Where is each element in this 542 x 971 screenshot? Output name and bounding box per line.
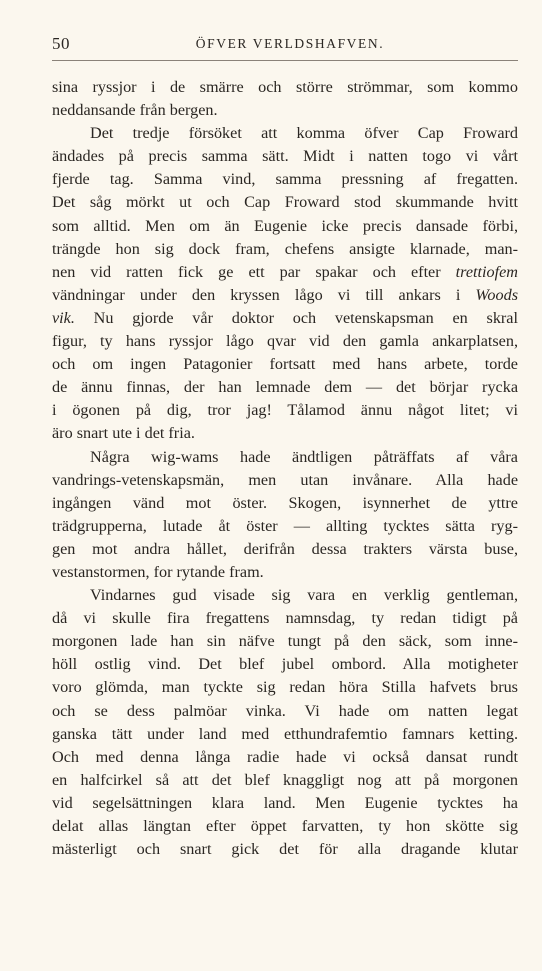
text-line-content: morgonen lade han sin näfve tungt på den säck, som inne-: [52, 632, 518, 651]
text-line-content: gen mot andra hållet, derifrån dessa trakters värsta buse,: [52, 539, 518, 558]
text-line: [52, 238, 518, 261]
text-line: [52, 792, 518, 815]
text-line-content: Vindarnes gud visade sig vara en verklig gentleman,: [90, 586, 518, 605]
text-line: [52, 215, 518, 238]
text-line: [52, 630, 518, 653]
text-line-content: neddansande från bergen.: [52, 101, 218, 120]
text-line-content: höll ostlig vind. Det blef jubel ombord. Alla motigheter: [52, 655, 518, 674]
text-line: [52, 584, 518, 607]
text-line-content: de ännu finnas, der han lemnade dem — det börjar rycka: [52, 378, 518, 397]
text-line-content: då vi skulle fira fregattens namnsdag, ty redan tidigt på: [52, 609, 518, 628]
text-line-content: vändningar under den kryssen lågo vi till ankars i: [52, 285, 476, 304]
text-line-content: och om ingen Patagonier fortsatt med hans arbete, torde: [52, 355, 518, 374]
text-line: [52, 145, 518, 168]
text-line-content: Det tredje försöket att komma öfver Cap Froward: [90, 124, 518, 143]
text-line-content: trädgrupperna, lutade åt öster — allting tycktes sätta ryg-: [52, 516, 518, 535]
text-line-content: fjerde tag. Samma vind, samma pressning af fregatten.: [52, 170, 518, 189]
text-line-content: Det såg mörkt ut och Cap Froward stod skummande hvitt: [52, 193, 518, 212]
text-line: [52, 676, 518, 699]
text-line-content: som alltid. Men om än Eugenie icke precis dansade förbi,: [52, 216, 518, 235]
text-line-content: sina ryssjor i de smärre och större strömmar, som kommo: [52, 78, 518, 96]
text-line-content: Och med denna långa radie hade vi också dansat rundt: [52, 747, 518, 766]
text-line: [52, 353, 518, 376]
text-line: [52, 815, 518, 838]
running-head: ÖFVER VERLDSHAFVEN.: [195, 36, 385, 51]
text-line: [52, 607, 518, 630]
text-line: [52, 307, 518, 330]
text-line: [52, 700, 518, 723]
body-text: [52, 76, 518, 861]
text-line: [52, 122, 518, 145]
text-line: [52, 561, 518, 584]
italic-text: trettiofem: [455, 262, 518, 281]
text-line: [52, 76, 518, 99]
text-line: [52, 376, 518, 399]
page-number: 50: [52, 34, 70, 53]
text-line-content: voro glömda, man tyckte sig redan höra Stilla hafvets brus: [52, 678, 518, 697]
text-line: [52, 168, 518, 191]
text-line: [52, 653, 518, 676]
text-line-content: trängde hon sig dock fram, chefens ansigte klarnade, man-: [52, 239, 518, 258]
text-line-content: nen vid ratten fick ge ett par spakar och efter: [52, 262, 456, 281]
text-line: [52, 422, 518, 445]
text-line: [52, 469, 518, 492]
text-line-content: figur, ty hans ryssjor lågo qvar vid den gamla ankarplatsen,: [52, 332, 518, 351]
text-line: [52, 746, 518, 769]
text-line-content: ingången vänd mot öster. Skogen, isynnerhet de yttre: [52, 493, 518, 512]
text-line: [52, 191, 518, 214]
text-line-content: ändades på precis samma sätt. Midt i natten togo vi vårt: [52, 147, 518, 166]
text-line-content: Några wig-wams hade ändtligen påträffats af våra: [90, 447, 518, 466]
text-line-content: vid segelsättningen klara land. Men Eugenie tycktes ha: [52, 793, 518, 812]
header-rule: [52, 60, 518, 61]
text-line: [52, 769, 518, 792]
text-line-continuation: Nu gjorde vår doktor och vetenskapsman en skral: [74, 308, 518, 327]
text-line-content: delat allas längtan efter öppet farvatten, ty hon skötte sig: [52, 817, 518, 835]
text-line: [52, 446, 518, 469]
text-line: [52, 284, 518, 307]
text-line-content: och se dess palmöar vinka. Vi hade om natten legat: [52, 701, 518, 720]
text-line: [52, 399, 518, 422]
text-line: [52, 723, 518, 746]
text-line-content: vandrings-vetenskapsmän, men utan invånare. Alla hade: [52, 470, 518, 489]
text-line: [52, 492, 518, 515]
text-line: [52, 515, 518, 538]
text-line-content: mästerligt och snart gick det för alla dragande klutar: [52, 840, 518, 859]
text-line-content: äro snart ute i det fria.: [52, 424, 195, 443]
text-line: [52, 99, 518, 122]
text-line: [52, 330, 518, 353]
text-line: [52, 261, 518, 284]
italic-text: vik.: [52, 308, 75, 327]
text-line-content: ganska tätt under land med etthundrafemtio famnars ketting.: [52, 724, 518, 743]
text-line: [52, 538, 518, 561]
italic-text: Woods: [475, 285, 518, 304]
text-line-content: i ögonen på dig, tror jag! Tålamod ännu något litet; vi: [52, 401, 518, 420]
text-line-content: vestanstormen, for rytande fram.: [52, 562, 264, 581]
text-line-content: en halfcirkel så att det blef knaggligt nog att på morgonen: [52, 770, 518, 789]
text-line: [52, 838, 518, 861]
page-header: [52, 34, 518, 58]
